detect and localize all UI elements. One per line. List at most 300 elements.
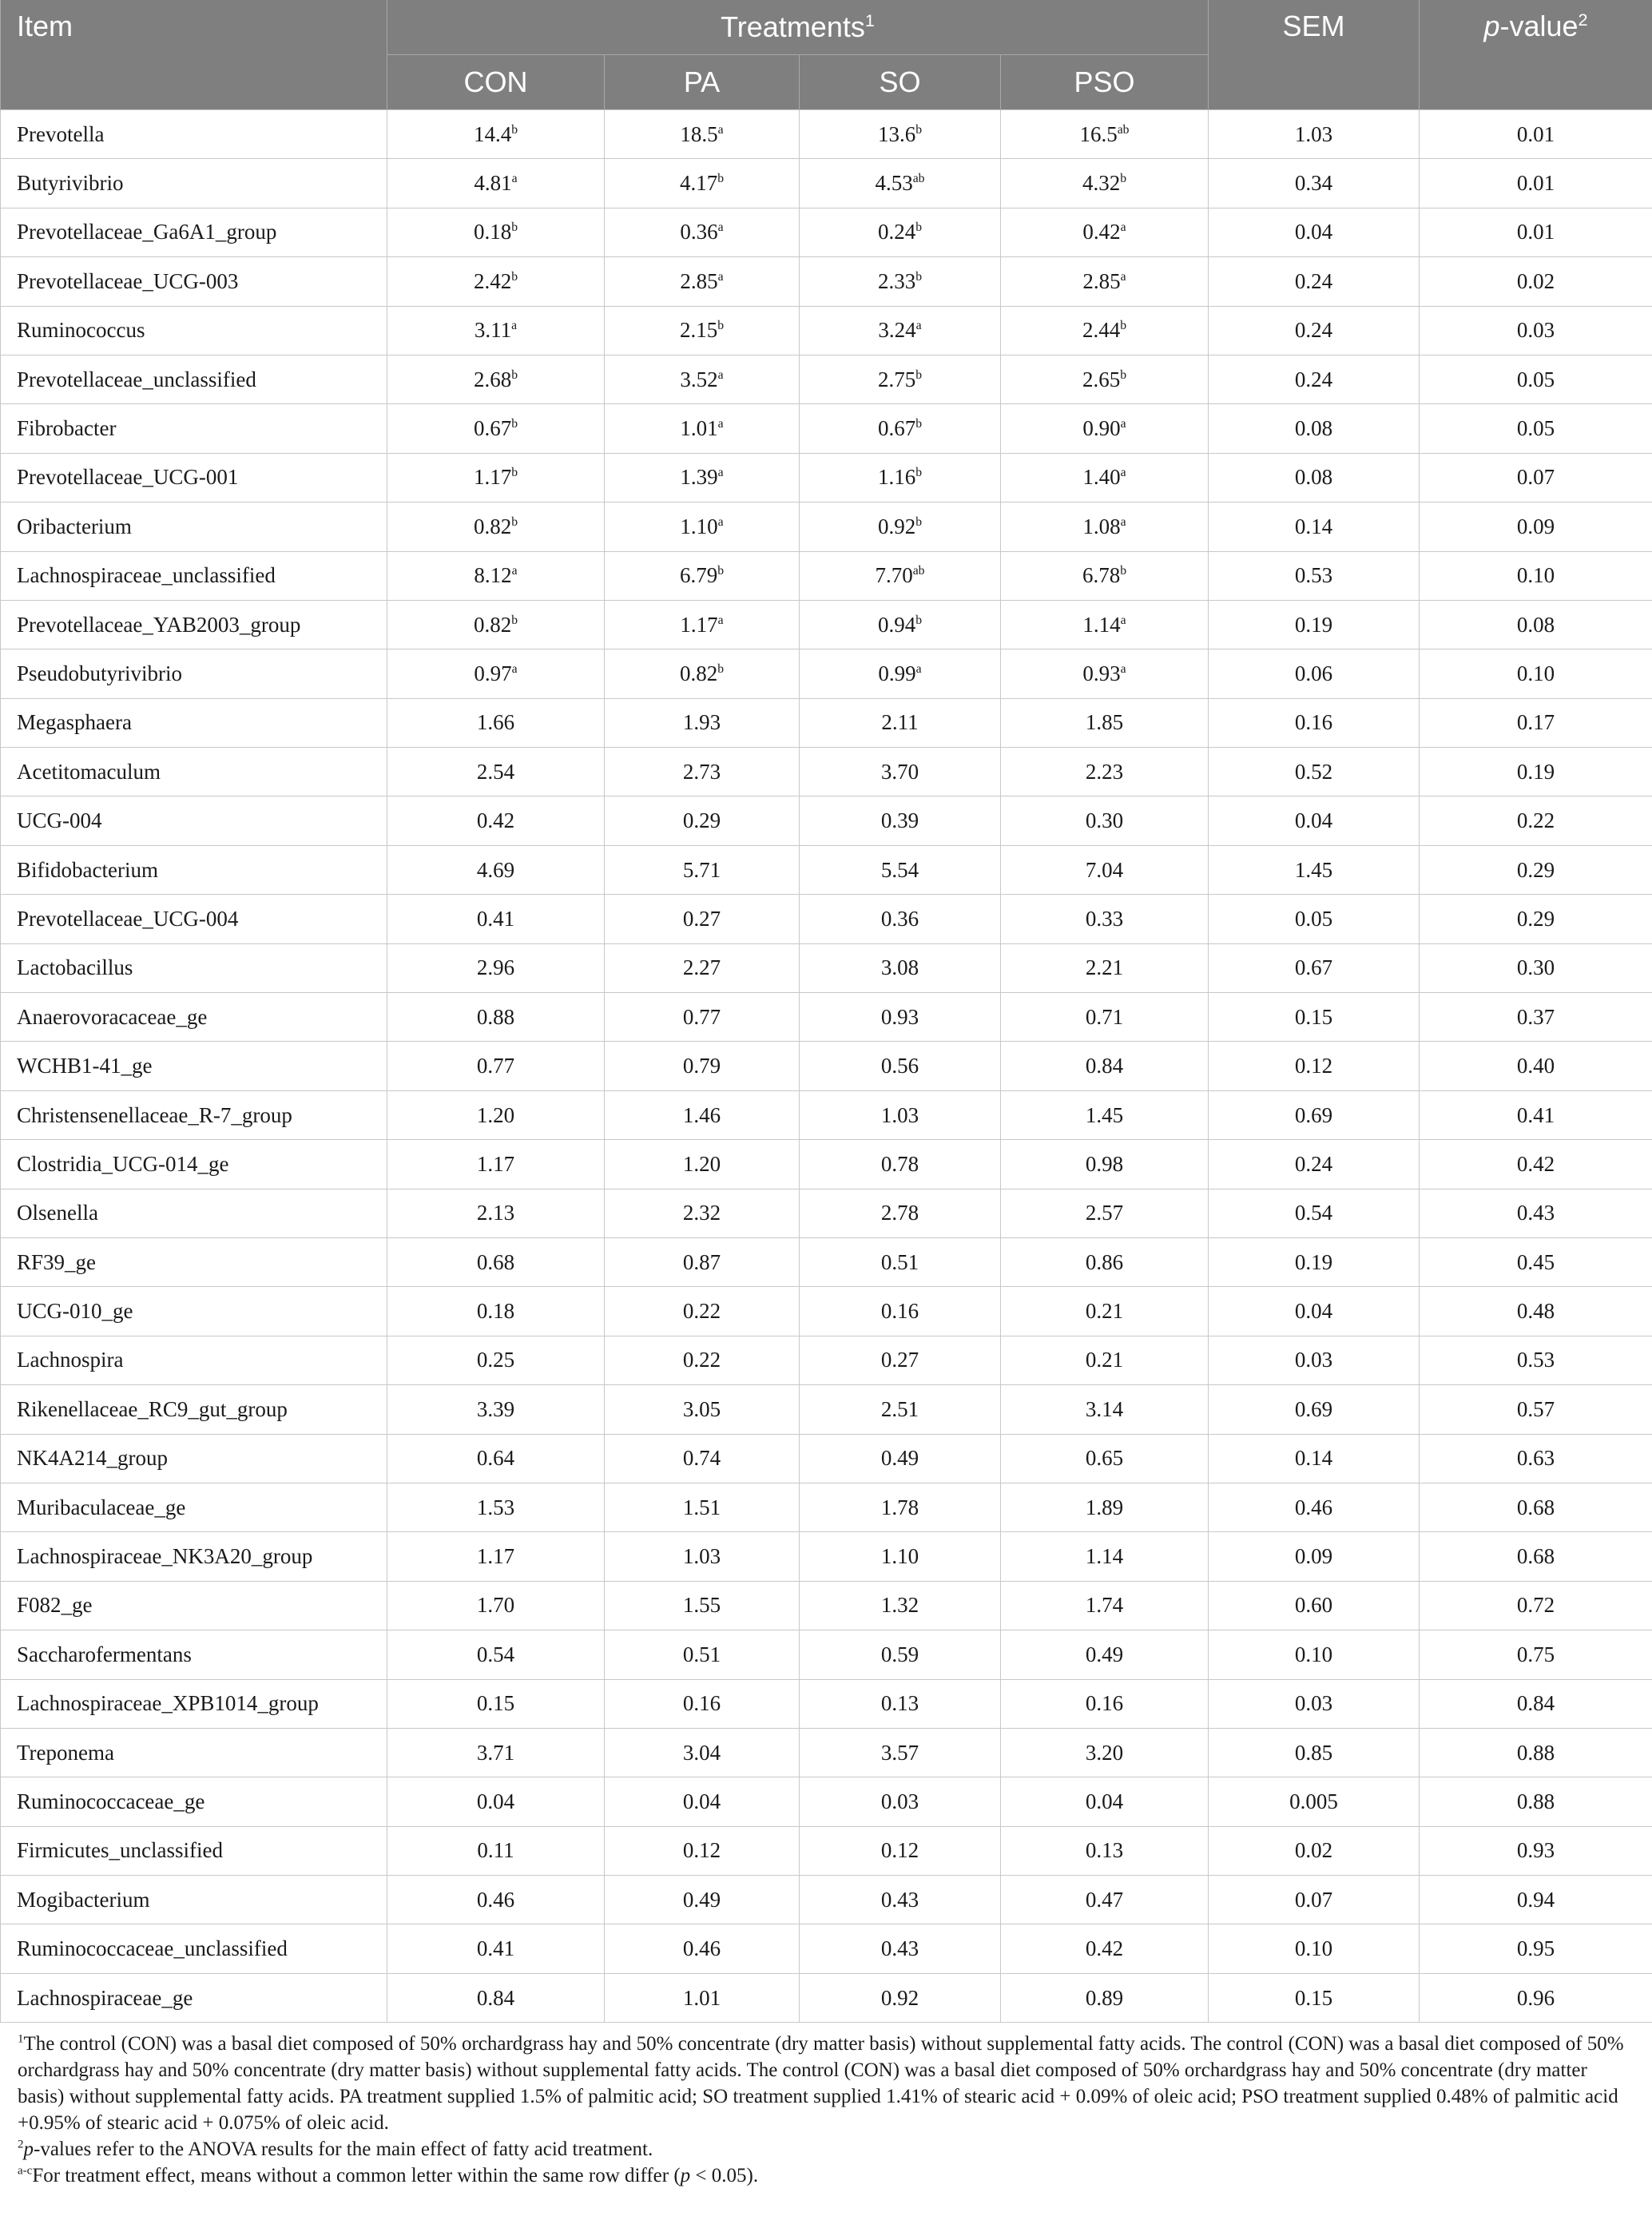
cell-sem: 0.07	[1209, 1876, 1420, 1924]
cell-pa	[605, 1581, 800, 1630]
cell-so	[800, 453, 1001, 502]
significance-letter: b	[511, 367, 518, 382]
cell-so	[800, 1532, 1001, 1581]
cell-value: 1.53	[476, 1495, 515, 1519]
cell-pvalue: 0.48	[1420, 1287, 1652, 1336]
cell-value: 0.42	[1085, 1936, 1124, 1961]
cell-con	[387, 551, 605, 600]
row-label: Megasphaera	[1, 698, 387, 747]
cell-value: 1.93	[682, 710, 721, 735]
cell-con	[387, 1581, 605, 1630]
cell-pa	[605, 404, 800, 453]
table-row	[1, 1189, 1652, 1237]
header-pvalue: p-value$^2$	[1420, 0, 1652, 110]
significance-letter: b	[915, 417, 923, 431]
cell-pvalue: 0.01	[1420, 159, 1652, 208]
cell-value: 14.4	[473, 121, 512, 146]
cell-sem: 0.60	[1209, 1581, 1420, 1630]
cell-pvalue: 0.88	[1420, 1777, 1652, 1826]
cell-value: 8.12	[474, 563, 512, 588]
cell-value: 2.51	[880, 1396, 919, 1421]
cell-value: 0.27	[880, 1348, 919, 1372]
cell-pvalue: 0.29	[1420, 895, 1652, 943]
cell-so	[800, 1826, 1001, 1875]
significance-letter: a	[1120, 220, 1126, 235]
row-label: Pseudobutyrivibrio	[1, 649, 387, 698]
header-item: Item	[1, 0, 387, 110]
cell-pso	[1001, 110, 1209, 159]
cell-value: 2.96	[476, 955, 515, 980]
table-row	[1, 453, 1652, 502]
cell-pa	[605, 551, 800, 600]
significance-letter: b	[915, 367, 923, 382]
significance-letter: b	[717, 661, 725, 676]
cell-sem: 0.005	[1209, 1777, 1420, 1826]
cell-value: 0.42	[1082, 220, 1121, 244]
cell-value: 0.33	[1085, 906, 1124, 931]
cell-value: 0.25	[476, 1348, 515, 1372]
header-con: CON	[387, 55, 605, 110]
cell-pa	[605, 943, 800, 992]
cell-pvalue: 0.30	[1420, 943, 1652, 992]
cell-con	[387, 1973, 605, 2022]
significance-letter: a	[915, 319, 922, 333]
cell-value: 0.77	[476, 1054, 515, 1078]
row-label: Olsenella	[1, 1189, 387, 1237]
table-row	[1, 943, 1652, 992]
cell-value: 1.03	[682, 1544, 721, 1569]
cell-value: 0.97	[474, 661, 512, 685]
cell-value: 3.52	[680, 367, 718, 391]
cell-value: 2.42	[473, 268, 512, 293]
row-label: Lachnospiraceae_XPB1014_group	[1, 1679, 387, 1728]
cell-sem: 0.69	[1209, 1385, 1420, 1434]
cell-pso	[1001, 1826, 1209, 1875]
significance-letter: b	[915, 466, 923, 480]
cell-pso	[1001, 796, 1209, 845]
cell-con	[387, 895, 605, 943]
cell-pvalue: 0.09	[1420, 502, 1652, 551]
cell-value: 0.92	[880, 1985, 919, 2010]
significance-letter: b	[1120, 367, 1127, 382]
cell-value: 18.5	[680, 121, 718, 146]
cell-value: 13.6	[877, 121, 916, 146]
cell-pso	[1001, 1728, 1209, 1777]
cell-pso	[1001, 993, 1209, 1042]
cell-sem: 0.15	[1209, 993, 1420, 1042]
row-label: UCG-010_ge	[1, 1287, 387, 1336]
cell-con	[387, 1385, 605, 1434]
significance-letter: b	[915, 220, 923, 235]
cell-so	[800, 649, 1001, 698]
cell-so	[800, 1385, 1001, 1434]
cell-pso	[1001, 943, 1209, 992]
significance-letter: a	[717, 122, 724, 137]
cell-pa	[605, 355, 800, 403]
cell-value: 0.16	[682, 1691, 721, 1716]
cell-con	[387, 159, 605, 208]
significance-letter: a	[717, 514, 724, 529]
row-label: Lachnospiraceae_ge	[1, 1973, 387, 2022]
cell-pvalue: 0.63	[1420, 1434, 1652, 1483]
cell-value: 3.14	[1085, 1396, 1124, 1421]
significance-letter: b	[1120, 564, 1127, 578]
cell-so	[800, 1973, 1001, 2022]
significance-letter: a	[511, 172, 518, 186]
cell-value: 0.11	[477, 1838, 514, 1863]
cell-value: 0.12	[880, 1838, 919, 1863]
cell-value: 3.04	[682, 1740, 721, 1765]
cell-value: 2.13	[476, 1201, 515, 1225]
cell-value: 0.16	[880, 1299, 919, 1324]
cell-value: 0.27	[682, 906, 721, 931]
cell-pvalue: 0.10	[1420, 551, 1652, 600]
cell-value: 0.64	[476, 1446, 515, 1471]
cell-value: 7.04	[1085, 857, 1124, 882]
cell-value: 0.41	[476, 1936, 515, 1961]
cell-value: 4.81	[474, 171, 512, 196]
cell-con	[387, 1042, 605, 1090]
cell-value: 0.13	[880, 1691, 919, 1716]
cell-so	[800, 110, 1001, 159]
cell-value: 1.70	[476, 1593, 515, 1618]
cell-value: 2.15	[679, 318, 718, 343]
cell-value: 0.92	[877, 514, 916, 538]
cell-con	[387, 1728, 605, 1777]
cell-pso	[1001, 895, 1209, 943]
cell-pa	[605, 1777, 800, 1826]
cell-value: 1.40	[1082, 465, 1121, 490]
table-row	[1, 1679, 1652, 1728]
significance-letter: a	[717, 367, 724, 382]
cell-con	[387, 1876, 605, 1924]
cell-pvalue: 0.07	[1420, 453, 1652, 502]
cell-so	[800, 943, 1001, 992]
cell-value: 4.69	[476, 857, 515, 882]
table-row	[1, 600, 1652, 649]
cell-pso	[1001, 1237, 1209, 1286]
cell-pa	[605, 1728, 800, 1777]
significance-letter: a	[717, 417, 724, 431]
cell-so	[800, 502, 1001, 551]
cell-value: 1.74	[1085, 1593, 1124, 1618]
header-so: SO	[800, 55, 1001, 110]
cell-con	[387, 257, 605, 306]
significance-letter: b	[511, 220, 518, 235]
table-row	[1, 748, 1652, 796]
cell-sem: 1.03	[1209, 110, 1420, 159]
significance-letter: b	[717, 564, 725, 578]
cell-con	[387, 208, 605, 256]
cell-con	[387, 600, 605, 649]
row-label: Anaerovoracaceae_ge	[1, 993, 387, 1042]
cell-so	[800, 1090, 1001, 1139]
significance-letter: a	[511, 564, 518, 578]
header-treatments: Treatments$^1$	[387, 0, 1209, 55]
cell-pa	[605, 1090, 800, 1139]
cell-pa	[605, 1189, 800, 1237]
cell-value: 0.77	[682, 1004, 721, 1029]
cell-pso	[1001, 1385, 1209, 1434]
cell-value: 0.04	[476, 1789, 515, 1813]
cell-pvalue: 0.75	[1420, 1630, 1652, 1679]
cell-value: 0.29	[682, 808, 721, 833]
cell-sem: 0.24	[1209, 306, 1420, 355]
footnotes	[0, 2023, 1652, 2189]
significance-letter: a	[717, 220, 724, 235]
cell-sem: 0.03	[1209, 1679, 1420, 1728]
cell-value: 0.78	[880, 1151, 919, 1176]
cell-pvalue: 0.29	[1420, 845, 1652, 894]
significance-letter: b	[511, 514, 518, 529]
cell-value: 0.21	[1085, 1348, 1124, 1372]
significance-letter: b	[915, 269, 923, 284]
cell-value: 0.88	[476, 1004, 515, 1029]
cell-pa	[605, 1140, 800, 1189]
cell-value: 7.70	[875, 563, 913, 588]
row-label: Ruminococcaceae_unclassified	[1, 1924, 387, 1973]
cell-pa	[605, 1237, 800, 1286]
cell-sem: 0.08	[1209, 404, 1420, 453]
cell-pvalue: 0.03	[1420, 306, 1652, 355]
significance-letter: b	[717, 319, 725, 333]
cell-so	[800, 1483, 1001, 1531]
cell-value: 0.04	[682, 1789, 721, 1813]
cell-sem: 0.85	[1209, 1728, 1420, 1777]
cell-pso	[1001, 453, 1209, 502]
cell-value: 0.71	[1085, 1004, 1124, 1029]
cell-value: 0.18	[473, 220, 512, 244]
significance-letter: b	[511, 122, 518, 137]
cell-sem: 0.08	[1209, 453, 1420, 502]
table-row	[1, 355, 1652, 403]
cell-pso	[1001, 600, 1209, 649]
table-body	[1, 110, 1652, 2023]
cell-pa	[605, 698, 800, 747]
cell-pso	[1001, 208, 1209, 256]
cell-pso	[1001, 748, 1209, 796]
cell-sem: 0.34	[1209, 159, 1420, 208]
cell-pvalue: 0.94	[1420, 1876, 1652, 1924]
table-row	[1, 649, 1652, 698]
cell-con	[387, 110, 605, 159]
cell-pa	[605, 993, 800, 1042]
cell-so	[800, 306, 1001, 355]
row-label: Acetitomaculum	[1, 748, 387, 796]
footnote-3: $^{a-c}$For treatment effect, means without a common letter within the same row differ (p < 0.05).	[18, 2164, 759, 2187]
cell-pa	[605, 306, 800, 355]
table-row	[1, 159, 1652, 208]
cell-value: 0.49	[880, 1446, 919, 1471]
table-row	[1, 551, 1652, 600]
row-label: RF39_ge	[1, 1237, 387, 1286]
cell-value: 0.47	[1085, 1887, 1124, 1912]
cell-value: 1.51	[682, 1495, 721, 1519]
table-row	[1, 1581, 1652, 1630]
significance-letter: b	[915, 613, 923, 627]
cell-pso	[1001, 502, 1209, 551]
cell-pso	[1001, 1042, 1209, 1090]
cell-pa	[605, 1336, 800, 1384]
cell-con	[387, 1630, 605, 1679]
cell-pso	[1001, 1532, 1209, 1581]
cell-pso	[1001, 404, 1209, 453]
row-label: Rikenellaceae_RC9_gut_group	[1, 1385, 387, 1434]
cell-pso	[1001, 1876, 1209, 1924]
cell-so	[800, 1728, 1001, 1777]
cell-pvalue: 0.42	[1420, 1140, 1652, 1189]
row-label: Butyrivibrio	[1, 159, 387, 208]
cell-con	[387, 1483, 605, 1531]
table-row	[1, 110, 1652, 159]
cell-value: 0.21	[1085, 1299, 1124, 1324]
cell-con	[387, 306, 605, 355]
cell-value: 5.54	[880, 857, 919, 882]
cell-so	[800, 1189, 1001, 1237]
cell-pa	[605, 796, 800, 845]
cell-pa	[605, 845, 800, 894]
significance-letter: a	[1120, 613, 1126, 627]
cell-so	[800, 1630, 1001, 1679]
cell-pa	[605, 502, 800, 551]
cell-value: 0.43	[880, 1936, 919, 1961]
cell-value: 2.23	[1085, 759, 1124, 784]
cell-pa	[605, 1876, 800, 1924]
significance-letter: ab	[912, 564, 925, 578]
table-row	[1, 796, 1652, 845]
cell-value: 0.36	[880, 906, 919, 931]
cell-value: 2.44	[1082, 318, 1121, 343]
row-label: Firmicutes_unclassified	[1, 1826, 387, 1875]
cell-so	[800, 1237, 1001, 1286]
row-label: WCHB1-41_ge	[1, 1042, 387, 1090]
cell-pso	[1001, 649, 1209, 698]
cell-pvalue: 0.41	[1420, 1090, 1652, 1139]
row-label: Prevotellaceae_YAB2003_group	[1, 600, 387, 649]
significance-letter: b	[1120, 319, 1127, 333]
row-label: Prevotellaceae_unclassified	[1, 355, 387, 403]
cell-sem: 0.19	[1209, 600, 1420, 649]
table-row	[1, 1728, 1652, 1777]
row-label: Prevotellaceae_Ga6A1_group	[1, 208, 387, 256]
cell-value: 2.32	[682, 1201, 721, 1225]
cell-value: 0.67	[473, 416, 512, 441]
cell-pso	[1001, 845, 1209, 894]
cell-pa	[605, 1924, 800, 1973]
cell-pso	[1001, 355, 1209, 403]
cell-pvalue: 0.10	[1420, 649, 1652, 698]
table-row	[1, 1287, 1652, 1336]
cell-con	[387, 1336, 605, 1384]
cell-con	[387, 1287, 605, 1336]
cell-value: 1.17	[680, 612, 718, 637]
cell-con	[387, 748, 605, 796]
cell-so	[800, 1924, 1001, 1973]
cell-value: 0.22	[682, 1348, 721, 1372]
cell-con	[387, 1140, 605, 1189]
cell-pso	[1001, 306, 1209, 355]
significance-letter: ab	[1117, 122, 1130, 137]
cell-con	[387, 796, 605, 845]
cell-value: 2.54	[476, 759, 515, 784]
cell-so	[800, 355, 1001, 403]
cell-value: 1.17	[476, 1544, 515, 1569]
cell-value: 2.27	[682, 955, 721, 980]
significance-letter: b	[511, 613, 518, 627]
table-row	[1, 1483, 1652, 1531]
cell-pa	[605, 1826, 800, 1875]
cell-pso	[1001, 1581, 1209, 1630]
cell-con	[387, 1237, 605, 1286]
table-row	[1, 1826, 1652, 1875]
row-label: Saccharofermentans	[1, 1630, 387, 1679]
cell-value: 6.78	[1082, 563, 1121, 588]
cell-pvalue: 0.02	[1420, 257, 1652, 306]
cell-value: 1.10	[880, 1544, 919, 1569]
cell-pso	[1001, 1189, 1209, 1237]
cell-pa	[605, 453, 800, 502]
cell-pvalue: 0.43	[1420, 1189, 1652, 1237]
cell-value: 1.14	[1082, 612, 1121, 637]
cell-so	[800, 1042, 1001, 1090]
cell-pvalue: 0.53	[1420, 1336, 1652, 1384]
cell-value: 1.16	[877, 465, 916, 490]
cell-value: 1.08	[1082, 514, 1121, 538]
cell-pa	[605, 257, 800, 306]
cell-pvalue: 0.68	[1420, 1483, 1652, 1531]
row-label: Fibrobacter	[1, 404, 387, 453]
table-row	[1, 1434, 1652, 1483]
cell-con	[387, 404, 605, 453]
cell-pvalue: 0.05	[1420, 404, 1652, 453]
cell-sem: 0.04	[1209, 1287, 1420, 1336]
cell-value: 0.89	[1085, 1985, 1124, 2010]
cell-value: 1.20	[682, 1151, 721, 1176]
cell-value: 0.15	[476, 1691, 515, 1716]
cell-pa	[605, 600, 800, 649]
header-pa: PA	[605, 55, 800, 110]
cell-value: 0.18	[476, 1299, 515, 1324]
cell-value: 1.17	[473, 465, 512, 490]
cell-so	[800, 1679, 1001, 1728]
significance-letter: b	[511, 269, 518, 284]
cell-pso	[1001, 1287, 1209, 1336]
table-row	[1, 1385, 1652, 1434]
cell-pvalue: 0.84	[1420, 1679, 1652, 1728]
cell-sem: 0.03	[1209, 1336, 1420, 1384]
cell-so	[800, 159, 1001, 208]
cell-pvalue: 0.95	[1420, 1924, 1652, 1973]
cell-pso	[1001, 1336, 1209, 1384]
row-label: Bifidobacterium	[1, 845, 387, 894]
cell-value: 2.85	[680, 268, 718, 293]
cell-value: 0.04	[1085, 1789, 1124, 1813]
cell-sem: 0.67	[1209, 943, 1420, 992]
cell-pa	[605, 1679, 800, 1728]
header-pso: PSO	[1001, 55, 1209, 110]
cell-sem: 0.24	[1209, 257, 1420, 306]
cell-sem: 0.54	[1209, 1189, 1420, 1237]
cell-pvalue: 0.05	[1420, 355, 1652, 403]
cell-pso	[1001, 1434, 1209, 1483]
cell-pvalue: 0.45	[1420, 1237, 1652, 1286]
cell-con	[387, 1434, 605, 1483]
table-row	[1, 993, 1652, 1042]
cell-value: 0.82	[473, 612, 512, 637]
cell-sem: 0.14	[1209, 1434, 1420, 1483]
cell-value: 1.03	[880, 1102, 919, 1127]
cell-value: 0.82	[679, 661, 718, 685]
